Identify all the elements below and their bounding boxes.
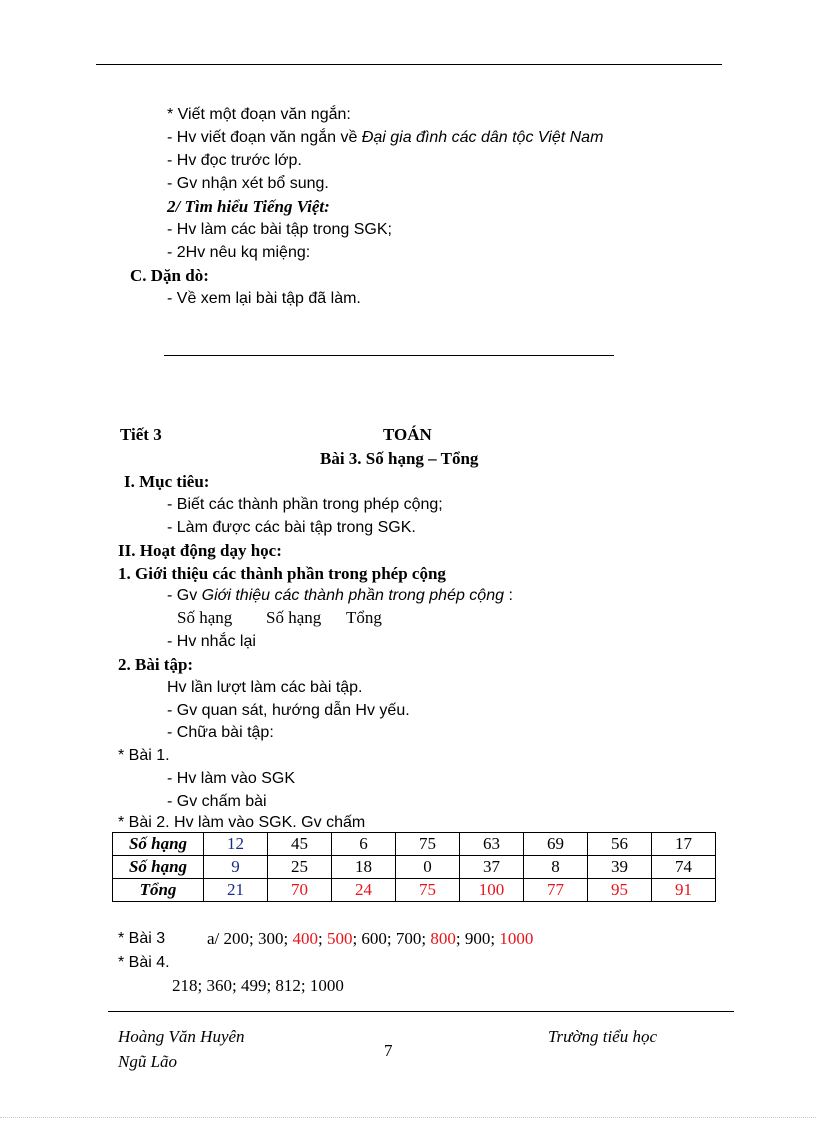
table-cell: 21 (204, 879, 268, 902)
exercise-3-mid2: ; 900; (455, 929, 500, 948)
footer-author-line-1: Hoàng Văn Huyên (118, 1027, 245, 1046)
exercise-3-prefix: a/ 200; 300; (207, 929, 293, 948)
table-cell: 9 (204, 856, 268, 879)
table-cell: 91 (652, 879, 716, 902)
footer-school: Trường tiểu học (548, 1027, 658, 1046)
part1-line-1-suffix: : (504, 587, 513, 604)
table-cell: 100 (460, 879, 524, 902)
table-cell: 56 (588, 833, 652, 856)
homework-line: - Về xem lại bài tập đã làm. (167, 290, 361, 307)
table-row (113, 879, 716, 902)
part1-title: 1. Giới thiệu các thành phần trong phép cộng (118, 564, 446, 583)
row-label-addend-2: Số hạng (113, 856, 204, 879)
exercise-3-value-800: 800 (430, 929, 456, 948)
table-row (113, 833, 716, 856)
table-cell: 45 (268, 833, 332, 856)
exercise-1-line-1: - Hv làm vào SGK (167, 770, 296, 787)
part2-title: 2. Bài tập: (118, 655, 194, 674)
exercise-3-value-500: 500 (326, 929, 353, 948)
table-cell: 69 (524, 833, 588, 856)
lesson-separator (164, 355, 614, 356)
exercise-3-value-400: 400 (292, 929, 318, 948)
lesson-subject: TOÁN (383, 425, 432, 444)
part1-line-1-italic: Giới thiệu các thành phần trong phép cộng (201, 587, 504, 604)
part1-line-1-prefix: - Gv (167, 587, 202, 604)
objective-2: - Làm được các bài tập trong SGK. (167, 519, 416, 536)
table-cell: 12 (204, 833, 268, 856)
exercise-3-answer (207, 928, 533, 950)
table-row (113, 856, 716, 879)
term-addend-2: Số hạng (266, 608, 322, 627)
objective-1: - Biết các thành phần trong phép cộng; (167, 496, 443, 513)
table-cell: 8 (524, 856, 588, 879)
table-cell: 25 (268, 856, 332, 879)
section-title-vietnamese: 2/ Tìm hiểu Tiếng Việt: (167, 197, 330, 216)
lesson-period: Tiết 3 (120, 425, 162, 444)
writing-line-5: - 2Hv nêu kq miệng: (167, 244, 311, 261)
exercise-3-mid: ; 600; 700; (352, 929, 431, 948)
homework-title: C. Dặn dò: (130, 266, 209, 285)
table-cell: 75 (396, 833, 460, 856)
page-bottom-edge (0, 1117, 816, 1118)
header-rule (96, 64, 722, 65)
table-cell: 77 (524, 879, 588, 902)
footer-rule (108, 1011, 734, 1012)
table-cell: 95 (588, 879, 652, 902)
writing-line-1 (167, 127, 603, 149)
table-cell: 37 (460, 856, 524, 879)
activities-title: II. Hoạt động dạy học: (118, 541, 282, 560)
addition-table (112, 832, 716, 902)
table-cell: 24 (332, 879, 396, 902)
writing-line-3: - Gv nhận xét bổ sung. (167, 175, 329, 192)
table-cell: 70 (268, 879, 332, 902)
exercise-4-label: * Bài 4. (118, 954, 170, 971)
exercise-3-sep: ; (317, 929, 327, 948)
table-cell: 6 (332, 833, 396, 856)
objectives-title: I. Mục tiêu: (124, 472, 210, 491)
page-number: 7 (384, 1041, 393, 1060)
row-label-addend-1: Số hạng (113, 833, 204, 856)
table-cell: 17 (652, 833, 716, 856)
table-cell: 18 (332, 856, 396, 879)
table-cell: 63 (460, 833, 524, 856)
term-addend-1: Số hạng (177, 608, 233, 627)
table-cell: 75 (396, 879, 460, 902)
exercise-1-title: * Bài 1. (118, 747, 170, 764)
table-cell: 74 (652, 856, 716, 879)
row-label-sum: Tổng (113, 879, 204, 902)
part2-line-3: - Chữa bài tập: (167, 724, 274, 741)
writing-heading: * Viết một đoạn văn ngắn: (167, 106, 351, 123)
exercise-1-line-2: - Gv chấm bài (167, 793, 267, 810)
writing-line-2: - Hv đọc trước lớp. (167, 152, 302, 169)
term-sum: Tổng (346, 608, 382, 627)
exercise-3-value-1000: 1000 (499, 929, 534, 948)
lesson-title: Bài 3. Số hạng – Tổng (320, 449, 479, 468)
table-cell: 0 (396, 856, 460, 879)
part1-line-1 (167, 585, 513, 607)
part2-line-2: - Gv quan sát, hướng dẫn Hv yếu. (167, 702, 410, 719)
part2-line-1: Hv lần lượt làm các bài tập. (167, 679, 363, 696)
exercise-2-title: * Bài 2. Hv làm vào SGK. Gv chấm (118, 814, 366, 831)
writing-line-1-italic: Đại gia đình các dân tộc Việt Nam (361, 129, 604, 146)
exercise-3-label: * Bài 3 (118, 930, 166, 947)
part1-line-2: - Hv nhắc lại (167, 633, 256, 650)
writing-line-4: - Hv làm các bài tập trong SGK; (167, 221, 392, 238)
footer-author-line-2: Ngũ Lão (118, 1052, 178, 1071)
writing-line-1-text: - Hv viết đoạn văn ngắn về (167, 129, 362, 146)
exercise-4-answer: 218; 360; 499; 812; 1000 (172, 976, 344, 995)
table-cell: 39 (588, 856, 652, 879)
